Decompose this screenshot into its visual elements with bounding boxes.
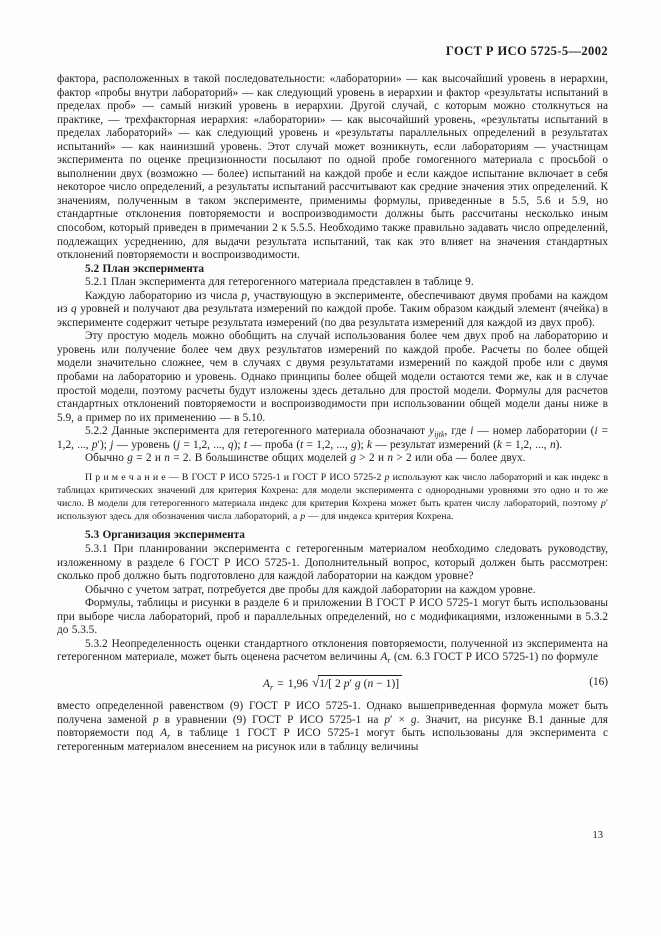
paragraph: фактора, расположенных в такой последовательности: «лаборатории» — как высочайший уровень в иерархии, фактор «пробы внутри лабораторий» — как следующий уровень в иерархии и фактор «результаты испытаний в пределах проб» — самый низкий уровень в иерархии. Другой случай, с которым можно столкнуться на практике, — трехфакторная иерархия: «лаборатории» — как высочайший уровень, «результаты испытаний в пределах лабораторий» — как следующий уровень и «результаты параллельных определений в результатах испытаний» — как наинизший уровень. Этот случай может возникнуть, если лабораториям — участницам эксперимента по оценке прецизионности посылают по одной пробе гомогенного материала с просьбой о выполнении двух (возможно — более) испытаний на каждой пробе и если каждое испытание включает в себя некоторое число определений, а результаты испытаний рассчитывают как средние значения этих определений. К значениям, полученным в таком эксперименте, применимы формулы, приведенные в 5.5, 5.6 и 5.9, но стандартные отклонения повторяемости и воспроизводимости должны быть рассчитаны несколько иным способом, который приведен в примечании 2 к 5.5.5. Необходимо также правильно задавать число определений, подлежащих усреднению, для выдачи результата испытаний, так как это влияет на значения стандартных отклонений повторяемости и воспроизводимости. xyxy=(57,73,608,262)
formula-coefficient: 1,96 xyxy=(287,676,309,690)
paragraph: 5.2.1 План эксперимента для гетерогенного материала представлен в таблице 9. xyxy=(85,276,474,289)
formula-radicand: 1/[ 2 p′ g (n − 1)] xyxy=(318,675,402,691)
paragraph: 5.3.2 Неопределенность оценки стандартного отклонения повторяемости, полученной из эксперимента на гетерогенном материале, может быть оценена расчетом величины $A_r$ (см. 6.3 ГОСТ Р ИСО 5725-1) по формуле xyxy=(57,637,608,666)
formula-expression xyxy=(263,675,402,691)
section-heading: 5.3 Организация эксперимента xyxy=(85,529,245,542)
formula-16 xyxy=(57,675,608,691)
paragraph: Обычно g = 2 и n = 2. В большинстве общих моделей g > 2 и n > 2 или оба — более двух. xyxy=(85,452,526,465)
page-number: 13 xyxy=(592,830,603,841)
paragraph: Обычно с учетом затрат, потребуется две пробы для каждой лаборатории на каждом уровне. xyxy=(85,583,536,596)
formula-lhs-subscript: r xyxy=(269,682,274,692)
formula-number: (16) xyxy=(589,676,609,689)
paragraph: Каждую лабораторию из числа p, участвующую в эксперименте, обеспечивают двумя пробами на каждом из q уровней и получают два результата измерений по каждой пробе. Таким образом каждый элемент (ячейка) в эксперименте содержит четыре результата измерений (по два результата измерений для каждой из двух проб). xyxy=(57,289,608,329)
document-body xyxy=(57,73,608,754)
radical-expression xyxy=(312,675,402,691)
formula-lhs: A xyxy=(262,676,270,690)
paragraph: Эту простую модель можно обобщить на случай использования более чем двух проб на лабораторию и уровень или получение более чем двух результатов измерений по каждой пробе. Расчеты по более общей модели значительно сложнее, чем в случаях с двумя результатами измерений по каждой пробе или с двумя пробами на лабораторию и уровень. Однако принципы более общей модели остаются теми же, как и в случае простой модели, поэтому расчеты будут изложены здесь детально для простой модели. Формулы для расчетов стандартных отклонений повторяемости и воспроизводимости при использовании общей модели даны ниже в 5.9, а пример по их применению — в 5.10. xyxy=(57,330,608,424)
document-header-title: ГОСТ Р ИСО 5725-5—2002 xyxy=(445,44,608,58)
paragraph: 5.2.2 Данные эксперимента для гетерогенного материала обозначают $y_{ijtk}$, где i — номер лаборатории (i = 1,2, ..., p′); j — уровень (j = 1,2, ..., q); t — проба (t = 1,2, ..., g); k — результат измерений (k = 1,2, ..., n). xyxy=(57,425,608,451)
section-heading: 5.2 План эксперимента xyxy=(85,262,205,275)
radical-sign-icon: √ xyxy=(312,674,320,690)
note-paragraph: П р и м е ч а н и е — В ГОСТ Р ИСО 5725-1 и ГОСТ Р ИСО 5725-2 p используют как число лабораторий и как индекс в таблицах критических значений для критерия Кохрена: для модели эксперимента с однородными уровнями это одно и то же число. В модели для гетерогенного материала индекс для критерия Кохрена может быть кратен числу лабораторий, поэтому p′ используют здесь для обозначения числа лабораторий, а p — для индекса критерия Кохрена. xyxy=(57,471,608,522)
formula-relation: = xyxy=(277,676,284,690)
paragraph: вместо определенной равенством (9) ГОСТ Р ИСО 5725-1. Однако вышеприведенная формула может быть получена заменой p в уравнении (9) ГОСТ Р ИСО 5725-1 на p′ × g. Значит, на рисунке В.1 данные для повторяемости под $A_r$ в таблице 1 ГОСТ Р ИСО 5725-1 могут быть использованы для эксперимента с гетерогенным материалом внесением на рисунок или в таблицу величины xyxy=(57,699,608,753)
paragraph: 5.3.1 При планировании эксперимента с гетерогенным материалом необходимо следовать руководству, изложенному в разделе 6 ГОСТ Р ИСО 5725-1. Дополнительный вопрос, который должен быть рассмотрен: сколько проб должно быть подготовлено для каждой лаборатории на каждом уровне? xyxy=(57,543,608,583)
paragraph: Формулы, таблицы и рисунки в разделе 6 и приложении В ГОСТ Р ИСО 5725-1 могут быть использованы при выборе числа лабораторий, проб и параллельных определений, но с модификациями, изложенными в 5.3.2 до 5.3.5. xyxy=(57,597,608,637)
